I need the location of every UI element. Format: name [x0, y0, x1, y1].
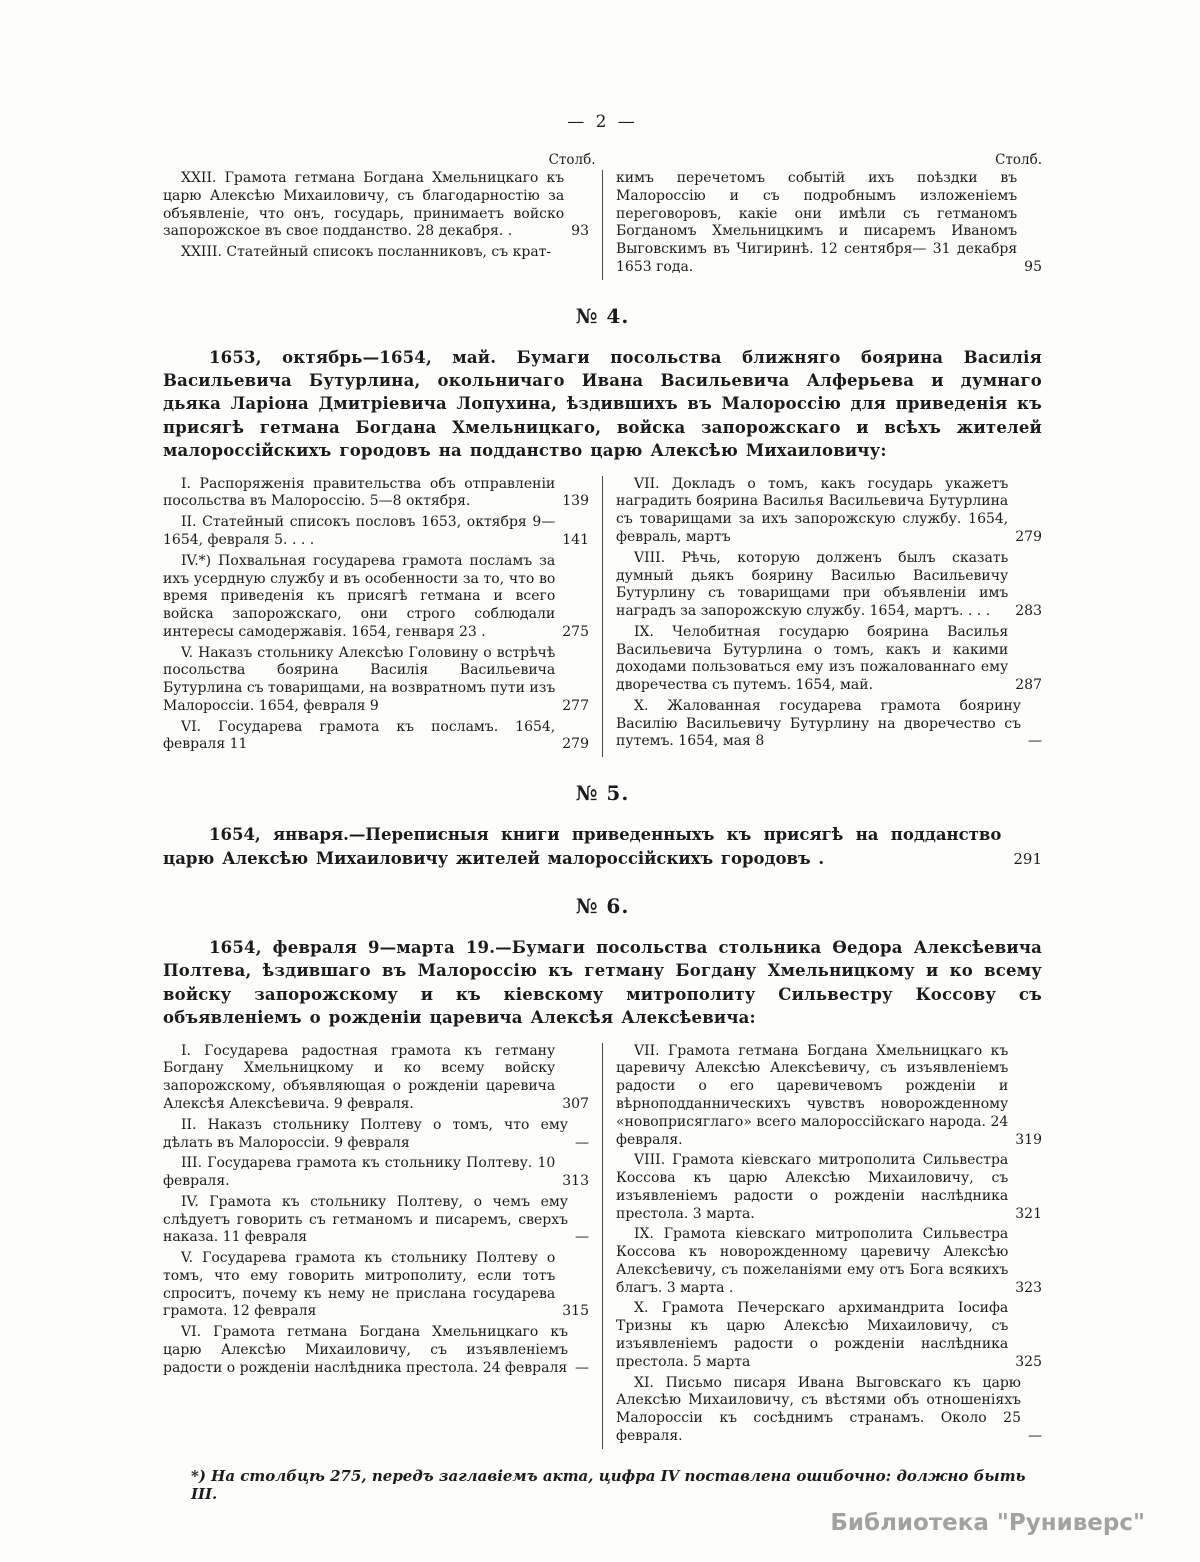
entry-column-number: 315 [562, 1303, 589, 1320]
section-4-entries [163, 476, 1042, 757]
entry-text: кимъ перечетомъ событій ихъ поѣздки въ Малороссію и съ подробнымъ изложеніемъ переговоровъ, какіе они имѣли съ гетманомъ Богданомъ Хмельницкимъ и писаремъ Иваномъ Выговскимъ въ Чигиринѣ. 12 сентября— 31 декабря 1653 года. [616, 170, 1018, 275]
toc-entry [163, 1194, 589, 1247]
entry-text: VI. Государева грамота къ посламъ. 1654, февраля 11 [163, 718, 556, 753]
entry-text: I. Государева радостная грамота къ гетману Богдану Хмельницкому и ко всему войску запорожскому, объявляющая о рожденіи царевича Алексѣя Алексѣевича. 9 февраля. [163, 1042, 556, 1113]
section-heading-6: № 6. [575, 894, 630, 919]
library-watermark: Библиотека "Руниверс" [830, 1510, 1145, 1536]
entry-column-number: 291 [1013, 849, 1042, 868]
toc-entry [616, 550, 1042, 621]
entry-column-number: 279 [562, 736, 589, 753]
entry-text: XI. Письмо писаря Ивана Выговскаго къ царю Алексѣю Михаиловичу, съ вѣстями объ отношеніяхъ Малороссіи къ сосѣднимъ странамъ. Около 25 февраля. [616, 1374, 1021, 1444]
entry-column-number: 279 [1015, 529, 1042, 545]
entry-column-number: — [1028, 733, 1042, 750]
entry-text: IX. Грамота кіевскаго митрополита Сильвестра Коссова къ новорожденному царевичу Алексѣю Алексѣевичу, съ пожеланіями ему отъ Бога всякихъ благъ. 3 марта . [616, 1226, 1009, 1296]
entry-column-number: 95 [1024, 258, 1042, 275]
entry-column-number: — [575, 1134, 589, 1151]
entry-text: V. Государева грамота къ стольнику Полтеву о томъ, что ему говорить митрополиту, если тотъ спроситъ, почему къ нему не прислана государева грамота. 12 февраля [163, 1250, 556, 1320]
entry-column-number: 287 [1015, 677, 1042, 694]
entry-text: VII. Грамота гетмана Богдана Хмельницкаго къ царевичу Алексѣю Алексѣевичу, съ изъявленіемъ радости о его царевичевомъ рожденіи и вѣрноподданническихъ чувствъ новорожденному «новоприсяглаго» всего малороссійскаго народа. 24 февраля. [616, 1042, 1009, 1148]
toc-entry [163, 244, 589, 262]
column-header-left: Столб. [548, 152, 596, 168]
entry-text: VI. Грамота гетмана Богдана Хмельницкаго къ царю Алексѣю Михаиловичу, съ изъявленіемъ радости о рожденіи наслѣдника престола. 24 февраля [163, 1324, 568, 1376]
section-4-right-column [602, 476, 1042, 757]
continuation-entries [163, 170, 1042, 280]
section-6-right-column [602, 1043, 1042, 1449]
entry-text: IV.*) Похвальная государева грамота посламъ за ихъ усердную службу и въ особенности за то, что во время приведенія къ присягѣ гетмана и всего войска запорожскаго, они строго соблюдали интересы самодержавія. 1654, генваря 23 . [163, 552, 556, 640]
toc-entry [163, 1117, 589, 1153]
entry-column-number: — [575, 1359, 589, 1376]
toc-entry [163, 1155, 589, 1191]
column-headers-row [163, 152, 1042, 168]
entry-column-number: 141 [562, 532, 589, 548]
entry-column-number: 275 [562, 623, 589, 640]
section-heading-4: № 4. [575, 303, 630, 328]
toc-entry [616, 1375, 1042, 1446]
column-header-right: Столб. [995, 152, 1042, 168]
continuation-right-column [602, 170, 1042, 280]
toc-entry [163, 514, 589, 550]
section-6-left-column [163, 1043, 602, 1449]
entry-text: XXII. Грамота гетмана Богдана Хмельницкаго къ царю Алексѣю Михаиловичу, съ благодарностію за объявленіе, что онъ, государь, принимаетъ войско запорожское въ свое подданство. 28 декабря. . [163, 170, 565, 240]
entry-text: XXIII. Статейный списокъ посланниковъ, съ крат- [181, 244, 552, 261]
entry-text: X. Грамота Печерскаго архимандрита Іосифа Тризны къ царю Алексѣю Михаиловичу, съ изъявленіемъ радости о рожденіи наслѣдника престола. 5 марта [616, 1300, 1009, 1370]
entry-column-number: 325 [1015, 1353, 1042, 1370]
toc-entry [616, 1043, 1042, 1150]
toc-entry [616, 1226, 1042, 1297]
entry-column-number: 93 [571, 223, 589, 240]
entry-column-number: 319 [1015, 1131, 1042, 1148]
toc-entry [163, 719, 589, 755]
entry-text: V. Наказъ стольнику Алексѣю Головину о встрѣчѣ посольства боярина Василія Васильевича Бутурлина съ товарищами, на возвратномъ пути изъ Малороссіи. 1654, февраля 9 [163, 644, 556, 714]
toc-entry [616, 1152, 1042, 1223]
entry-text: IX. Челобитная государю боярина Василья Васильевича Бутурлина о томъ, какъ и какими доходами пользоваться ему изъ пожалованнаго ему дворечества съ путемъ. 1654, май. [616, 623, 1009, 694]
section-6-entries [163, 1043, 1042, 1449]
section-4-left-column [163, 476, 602, 757]
entry-text: VII. Докладъ о томъ, какъ государь укажетъ наградить боярина Василья Васильевича Бутурлина съ товарищами за ихъ запорожскую службу. 1654, февраль, мартъ [616, 475, 1009, 545]
section-6-intro: 1654, февраля 9—марта 19.—Бумаги посольства стольника Ѳедора Алексѣевича Полтева, ѣздившаго въ Малороссію къ гетману Богдану Хмельницкому и ко всему войску запорожскому и къ кіевскому митрополиту Сильвестру Коссову съ объявленіемъ о рожденіи царевича Алексѣя Алексѣевича: [163, 938, 1042, 1028]
entry-text: VIII. Рѣчь, которую долженъ былъ сказать думный дьякъ боярину Василью Васильевичу Бутурлину съ товарищами при объявленіи имъ наградъ за запорожскую службу. 1654, мартъ. . . . [616, 549, 1009, 620]
page-number: — 2 — [567, 112, 638, 132]
entry-column-number: 323 [1015, 1279, 1042, 1296]
entry-column-number: 321 [1015, 1205, 1042, 1222]
toc-entry [163, 170, 589, 241]
entry-column-number: 139 [562, 493, 589, 510]
entry-text: III. Государева грамота къ стольнику Полтеву. 10 февраля. [163, 1155, 556, 1190]
toc-entry [163, 1250, 589, 1321]
entry-text: X. Жалованная государева грамота боярину Василію Васильевичу Бутурлину на дворечество съ путемъ. 1654, мая 8 [616, 697, 1021, 750]
entry-column-number: 313 [562, 1173, 589, 1190]
entry-column-number: — [1028, 1427, 1042, 1444]
toc-entry [616, 476, 1042, 547]
entry-text: VIII. Грамота кіевскаго митрополита Сильвестра Коссова къ царю Алексѣю Михаиловичу, съ изъявленіемъ радости о рожденіи наслѣдника престола. 3 марта. [616, 1152, 1009, 1222]
section-4-intro: 1653, октябрь—1654, май. Бумаги посольства ближняго боярина Василія Васильевича Бутурлина, окольничаго Ивана Васильевича Алферьева и думнаго дьяка Ларіона Дмитріевича Лопухина, ѣздившихъ въ Малороссію для приведенія къ присягѣ гетмана Богдана Хмельницкаго, войска запорожскаго и всѣхъ жителей малороссійскихъ городовъ на подданство царю Алексѣю Михаиловичу: [163, 347, 1042, 461]
entry-text: IV. Грамота къ стольнику Полтеву, о чемъ ему слѣдуетъ говорить съ гетманомъ и писаремъ, сверхъ наказа. 11 февраля [163, 1193, 568, 1246]
entry-column-number: — [575, 1229, 589, 1246]
toc-entry [616, 624, 1042, 695]
entry-column-number: 307 [562, 1096, 589, 1113]
toc-entry [616, 1300, 1042, 1371]
section-5-paragraph [163, 823, 1042, 870]
toc-entry [616, 698, 1042, 751]
entry-text: II. Статейный списокъ пословъ 1653, октября 9—1654, февраля 5. . . . [163, 514, 556, 548]
toc-entry [163, 1043, 589, 1114]
entry-column-number: 283 [1015, 603, 1042, 620]
toc-entry [163, 1324, 589, 1377]
entry-text: I. Распоряженія правительства объ отправленіи посольства въ Малороссію. 5—8 октября. [163, 475, 556, 510]
toc-entry [163, 476, 589, 512]
toc-entry [163, 553, 589, 642]
section-heading-5: № 5. [575, 781, 630, 806]
toc-entry [616, 170, 1042, 277]
section-5-text: 1654, января.—Переписныя книги приведенныхъ къ присягѣ на подданство царю Алексѣю Михаиловичу жителей малороссійскихъ городовъ . [163, 825, 1002, 868]
entry-text: II. Наказъ стольнику Полтеву о томъ, что ему дѣлать въ Малороссіи. 9 февраля [163, 1116, 568, 1151]
footnote: *) На столбцѣ 275, передъ заглавіемъ акта, цифра IV поставлена ошибочно: должно быть III. [191, 1466, 1026, 1503]
toc-entry [163, 645, 589, 716]
entry-column-number: 277 [562, 697, 589, 714]
continuation-left-column [163, 170, 602, 280]
